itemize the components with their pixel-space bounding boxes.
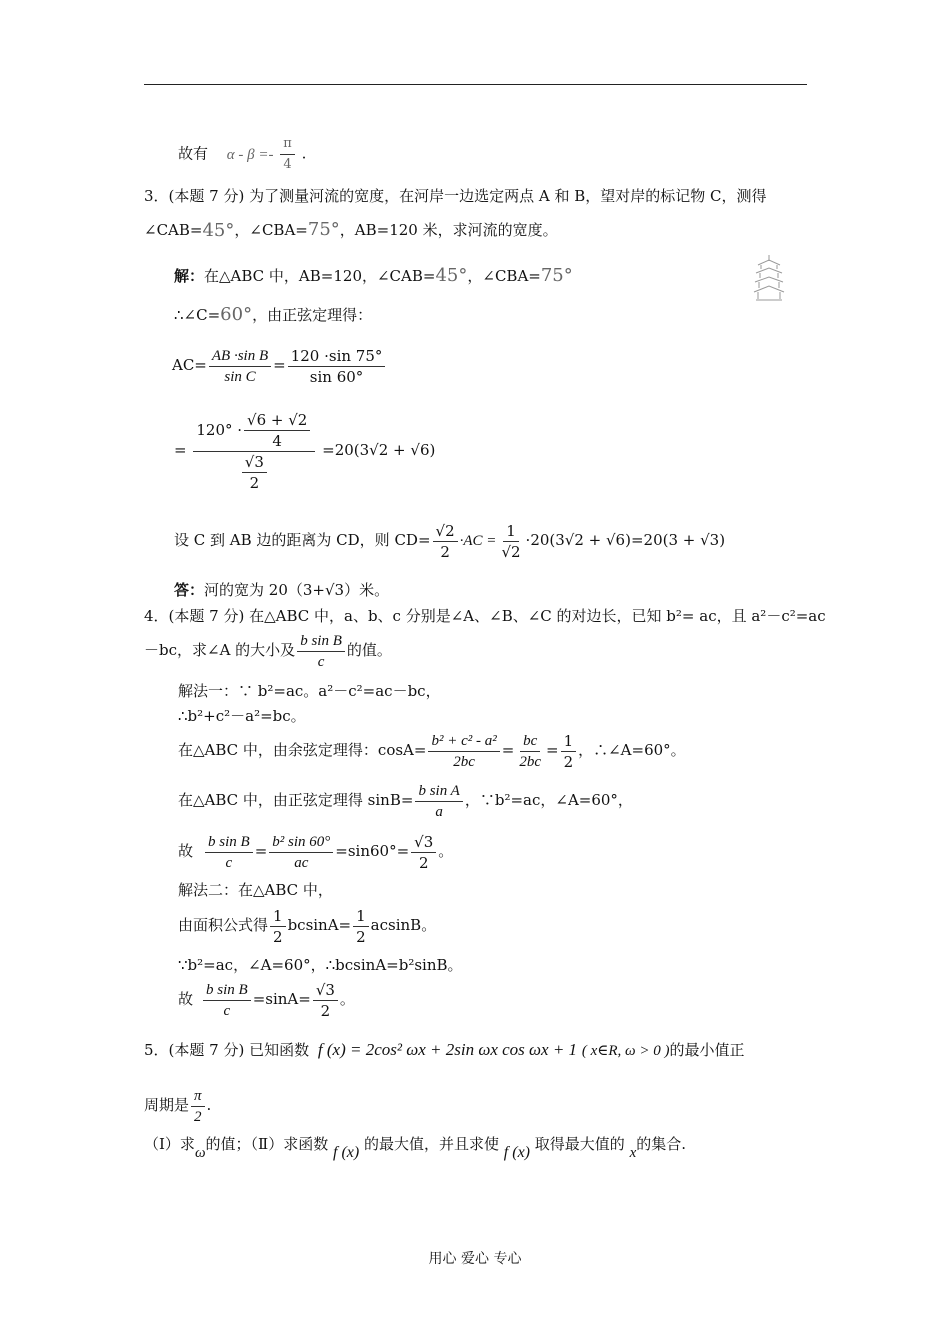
t: 河的宽为 20（3+√3）米。	[204, 581, 390, 599]
den: 2	[418, 853, 429, 872]
frac	[270, 907, 286, 946]
num: bc	[520, 732, 540, 752]
t: 5．(本题 7 分) 已知函数	[144, 1041, 310, 1059]
num	[193, 411, 315, 452]
num: π	[191, 1087, 205, 1107]
inner-frac	[244, 411, 310, 450]
den: sin C	[224, 368, 256, 385]
angle-cba: 75°	[307, 219, 340, 240]
big-frac	[193, 411, 315, 492]
t: 。	[438, 842, 454, 860]
angle-c: 60°	[220, 304, 253, 325]
frac	[288, 347, 386, 386]
den: c	[225, 854, 233, 871]
q4-line2	[144, 630, 392, 671]
frac	[297, 632, 345, 671]
den: 2bc	[453, 753, 475, 770]
t: ，∠CBA=	[234, 221, 308, 239]
q4-m1-l5: 故 $\frac{\text{b sin B}}{c}$ = $\frac{\text{b² sin 60°}}{ac}$ =sin60°= $\frac{√3}{2}$ 。	[178, 832, 454, 872]
num: b² sin 60°	[269, 833, 333, 853]
num: 1	[561, 732, 577, 752]
num: b sin B	[297, 632, 345, 652]
t: ∴∠C=	[174, 306, 221, 324]
function-formula: f (x) = 2cos² ωx + 2sin ωx cos ωx + 1	[317, 1040, 578, 1059]
den: 4	[283, 157, 292, 172]
q4-m2-l4	[178, 979, 355, 1020]
den: √2	[501, 542, 521, 561]
t: ，∴∠A=60°。	[578, 741, 686, 759]
q5-line3	[144, 1130, 686, 1159]
frac	[428, 732, 499, 771]
page-footer: 用心 爱心 专心	[428, 1251, 522, 1267]
q5-line1	[144, 1036, 745, 1065]
result: ·20(3√2 + √6)=20(3 + √3)	[525, 531, 726, 549]
num: 1	[353, 907, 369, 927]
den: 2	[249, 473, 260, 492]
frac	[433, 522, 458, 561]
t: 在△ABC 中，AB=120，∠CAB=	[204, 267, 436, 285]
num: 1	[270, 907, 286, 927]
den: 2	[194, 1108, 202, 1125]
den: 2	[273, 927, 283, 946]
q4-m1-l3: 在△ABC 中，由余弦定理得：cosA= $\frac{\text{b² + c² - a²}}{2bc}$ = $\frac{bc}{2bc}$ = $\frac{1}{2}$ ，∴∠A=60°。	[178, 731, 686, 771]
den: 2bc	[519, 753, 541, 770]
num: π	[280, 135, 295, 155]
num: b sin B	[205, 833, 253, 853]
q4-m1-l1: 解法一：∵ b²=ac。a²－c²=ac－bc，	[178, 682, 441, 700]
q3-answer	[174, 580, 389, 600]
den: 2	[320, 1001, 331, 1020]
t: 故	[178, 842, 194, 860]
q4-m1-l4	[178, 780, 633, 821]
t: 设 C 到 AB 边的距离为 CD，则 CD=	[174, 531, 431, 549]
t: 周期是	[144, 1096, 190, 1114]
q4-m2-l2	[178, 905, 436, 946]
fx: f (x)	[333, 1144, 360, 1161]
header-rule	[144, 84, 807, 85]
end: .	[301, 144, 307, 163]
solution-label: 解：	[174, 267, 205, 285]
t: 在△ABC 中，由正弦定理得 sinB=	[178, 791, 414, 809]
q3-ac-formula	[172, 345, 387, 386]
frac	[313, 981, 338, 1020]
t: =sinA=	[252, 990, 311, 1008]
den: c	[317, 653, 325, 670]
num: 1	[503, 522, 519, 542]
den: ac	[294, 854, 309, 871]
frac	[191, 1087, 205, 1126]
num: √3	[411, 833, 436, 853]
q4-line1: 4．(本题 7 分) 在△ABC 中，a、b、c 分别是∠A、∠B、∠C 的对边长，已知 b²= ac，且 a²－c²=ac	[144, 607, 826, 625]
q4-m2-l1: 解法二：在△ABC 中，	[178, 881, 333, 899]
num: √2	[433, 522, 458, 542]
t: 。	[339, 990, 355, 1008]
den	[237, 452, 272, 492]
result: =20(3√2 + √6)	[322, 441, 436, 459]
num: 120 ·sin 75°	[288, 347, 386, 367]
expr: α - β =-	[226, 146, 274, 163]
frac	[203, 981, 251, 1020]
t: bcsinA=	[287, 916, 352, 934]
t: －bc，求∠A 的大小及	[144, 641, 296, 659]
den: a	[435, 803, 443, 820]
t: 的最小值正	[669, 1041, 745, 1059]
num: b sin B	[203, 981, 251, 1001]
t: 120° ·	[196, 421, 243, 439]
q3-solution-l1	[174, 266, 573, 286]
den: 2	[440, 542, 450, 561]
t: 的最大值，并且求使	[364, 1135, 500, 1153]
num: AB ·sin B	[209, 347, 271, 367]
den: c	[223, 1002, 231, 1019]
t: .	[206, 1096, 212, 1114]
frac	[498, 522, 523, 561]
t: AC=	[172, 356, 207, 374]
pi-over-4	[280, 135, 295, 174]
t: ∠CAB=	[144, 221, 203, 239]
frac	[516, 732, 544, 771]
num: √6 + √2	[244, 411, 310, 431]
num: b sin A	[415, 782, 462, 802]
den: 2	[563, 752, 574, 771]
t: acsinB。	[370, 916, 437, 934]
frac	[411, 833, 436, 872]
frac	[209, 347, 271, 386]
num: b² + c² - a²	[428, 732, 499, 752]
fx: f (x)	[503, 1144, 530, 1161]
omega: ω	[194, 1145, 206, 1161]
t: ·AC =	[459, 533, 497, 549]
t: =	[174, 441, 187, 459]
q3-line2	[144, 220, 558, 241]
t: 故	[178, 990, 194, 1008]
t: （Ⅰ）求	[144, 1135, 195, 1153]
num: √3	[242, 453, 267, 473]
den-frac	[242, 453, 267, 492]
t: 在△ABC 中，由余弦定理得：cosA=	[178, 741, 427, 759]
angle: 75°	[540, 265, 573, 286]
frac	[205, 833, 253, 872]
t: 取得最大值的	[534, 1135, 625, 1153]
t: ，∠CBA=	[467, 267, 541, 285]
x-var: x	[629, 1145, 637, 1161]
prev-conclusion	[178, 135, 306, 174]
t: 的集合.	[636, 1135, 687, 1153]
text: 故有	[178, 144, 209, 163]
angle-cab: 45°	[202, 220, 235, 241]
frac	[269, 833, 333, 872]
t: ，AB=120 米，求河流的宽度。	[339, 221, 558, 239]
t: =	[273, 356, 286, 374]
t: ，由正弦定理得：	[252, 306, 373, 324]
frac	[415, 782, 462, 821]
answer-label: 答：	[174, 581, 205, 599]
q5-line2	[144, 1085, 211, 1126]
q4-m2-l3: ∵b²=ac，∠A=60°，∴bcsinA=b²sinB。	[178, 956, 463, 974]
t: =sin60°=	[335, 842, 410, 860]
frac	[353, 907, 369, 946]
condition: ( x∈R, ω > 0 )	[581, 1043, 670, 1059]
q3-solution-l2	[174, 305, 372, 325]
t: 的值；（Ⅱ）求函数	[205, 1135, 329, 1153]
q3-step2	[174, 410, 435, 492]
pagoda-icon	[752, 253, 786, 303]
num: √3	[313, 981, 338, 1001]
angle: 45°	[435, 265, 468, 286]
t: ，∵b²=ac，∠A=60°，	[464, 791, 633, 809]
den: 2	[356, 927, 366, 946]
q4-m1-l2: ∴b²+c²－a²=bc。	[178, 707, 306, 725]
frac	[561, 732, 577, 771]
den: sin 60°	[309, 367, 364, 386]
t: 的值。	[346, 641, 392, 659]
den: 4	[272, 431, 282, 450]
t: 由面积公式得	[178, 916, 269, 934]
q3-cd	[174, 520, 725, 561]
q3-line1: 3．(本题 7 分) 为了测量河流的宽度，在河岸一边选定两点 A 和 B，望对岸的标记物 C，测得	[144, 187, 767, 205]
